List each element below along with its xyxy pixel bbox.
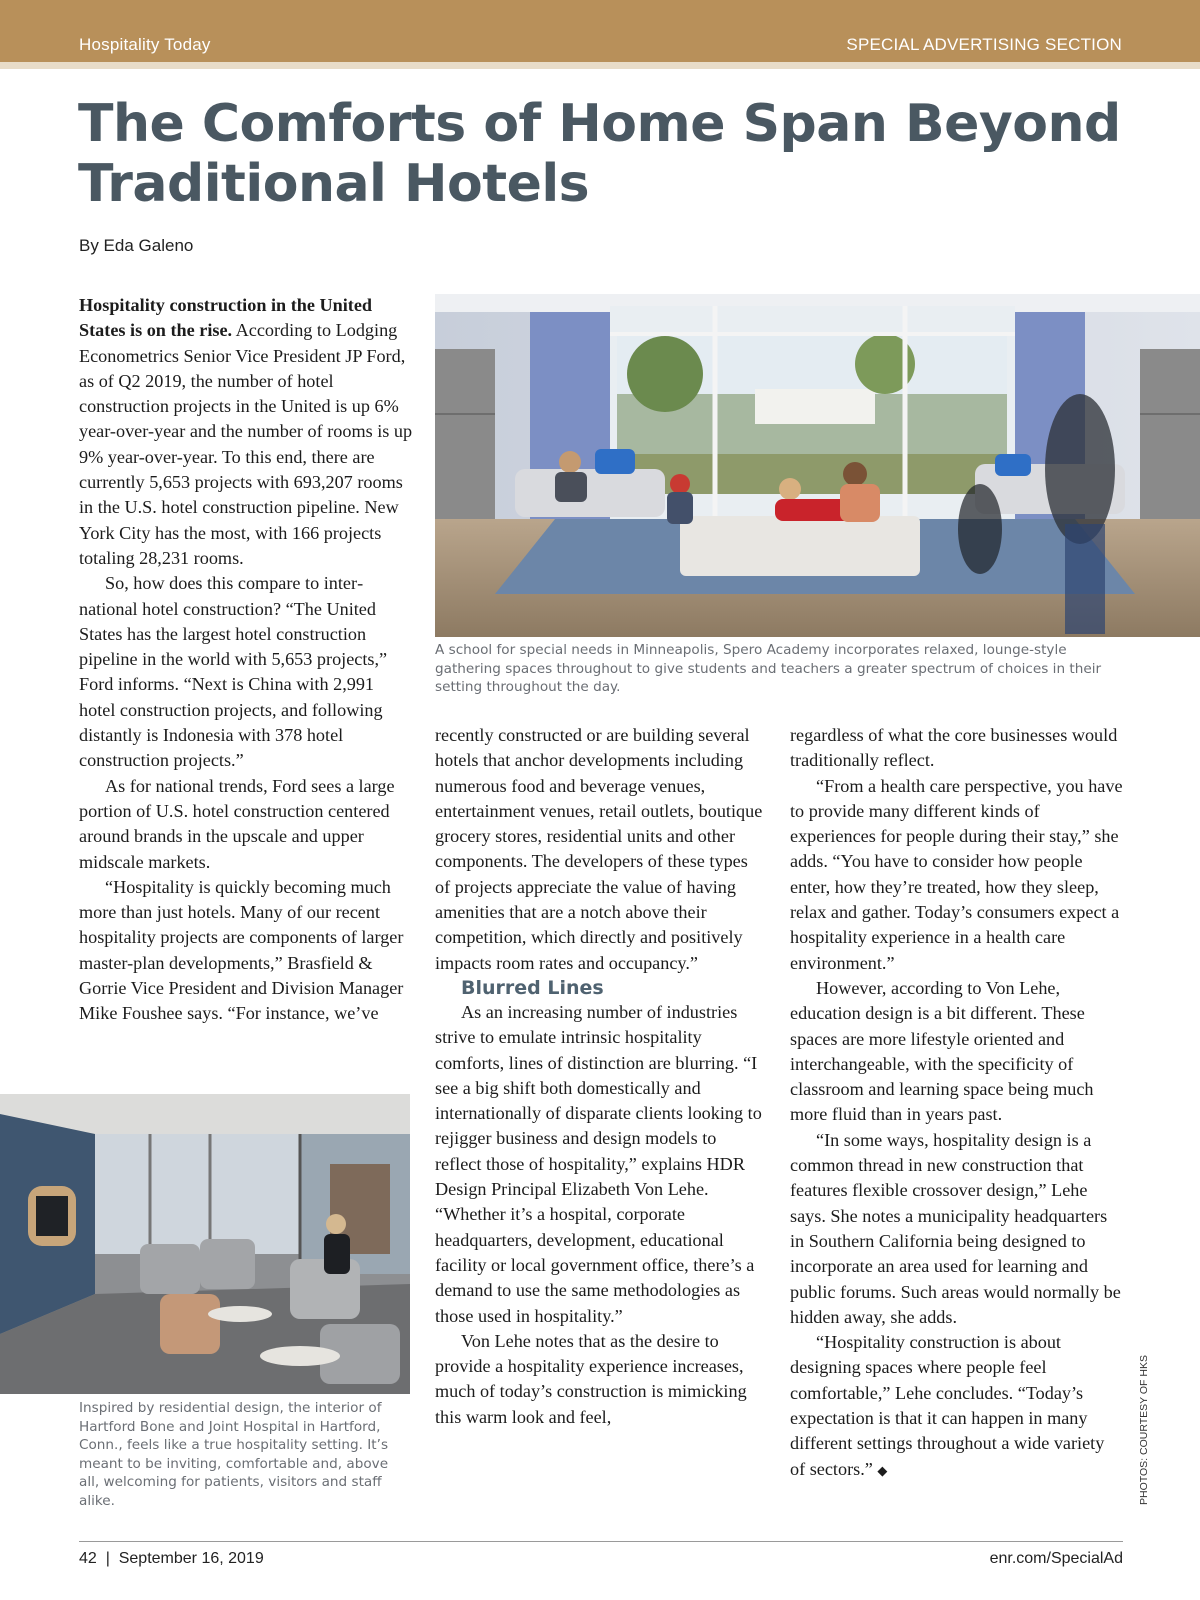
paragraph: As an increasing number of industries strive to emulate intrinsic hospitality comforts, lines of distinction are blurring. “I see a big shift both domestically and internationally of disparate clients looking to rejigger business and design models to reflect those of hospitality,” explains HDR Design Principal Elizabeth Von Lehe. “Whether it’s a hospital, corporate headquarters, development, educational facility or local government office, there’s a demand to use the same methodologies as those used in hospitality.” <box>435 1001 762 1326</box>
lead-paragraph <box>79 293 413 571</box>
column-3 <box>790 723 1124 1483</box>
header-rule <box>0 62 1200 69</box>
footer-rule <box>79 1541 1123 1542</box>
paragraph-continued: recently constructed or are building several hotels that anchor developments including numerous food and beverage venues, entertainment venues, retail outlets, boutique grocery stores, residential units and other components. The developers of these types of projects appreciate the value of having amenities that are a notch above their competition, which directly and positively impacts room rates and occupancy.” <box>435 725 763 973</box>
column-1 <box>79 293 413 1027</box>
paragraph-continued: regardless of what the core businesses would traditionally reflect. <box>790 725 1118 771</box>
paragraph: However, according to Von Lehe, education design is a bit different. These spaces are more lifestyle oriented and interchangeable, with the specificity of classroom and learning space being much more fluid than in years past. <box>790 977 1094 1125</box>
paragraph: As for national trends, Ford sees a large portion of U.S. hotel construction centered around brands in the upscale and upper midscale markets. <box>79 775 395 872</box>
lead-rest: According to Lodging Econometrics Senior Vice President JP Ford, as of Q2 2019, the number of hotel construction projects in the United is up 6% year-over-year and the number of rooms is up 9% year-over-year. To this end, there are currently 5,653 projects with 693,207 rooms in the U.S. hotel construction pipeline. New York City has the most, with 166 projects totaling 28,231 rooms. <box>79 320 413 568</box>
byline: By Eda Galeno <box>79 236 194 255</box>
photo-hospital-lounge <box>0 1094 410 1394</box>
paragraph <box>790 1330 1124 1483</box>
advertising-label: SPECIAL ADVERTISING SECTION <box>846 35 1122 54</box>
column-2 <box>435 723 767 1430</box>
hospital-lounge-illustration <box>0 1094 410 1394</box>
paragraph: Von Lehe notes that as the desire to provide a hospitality experience increases, much of today’s construction is mimicking this warm look and feel, <box>435 1330 747 1427</box>
subheading-blurred-lines: Blurred Lines <box>461 976 604 999</box>
end-mark-icon: ◆ <box>877 1462 888 1478</box>
section-label: Hospitality Today <box>79 35 211 54</box>
school-lounge-illustration <box>435 294 1200 637</box>
title-line-2: Traditional Hotels <box>78 154 590 214</box>
paragraph: “In some ways, hospitality design is a common thread in new construction that features flexible crossover design,” Lehe says. She notes a municipality headquarters in Southern California being designed to incorporate an area used for learning and public forums. Such areas would normally be hidden away, she adds. <box>790 1129 1121 1327</box>
footer-url: enr.com/SpecialAd <box>989 1550 1123 1567</box>
page-number-date: 42 | September 16, 2019 <box>79 1550 264 1567</box>
paragraph: So, how does this compare to international hotel construction? “The United States has the largest hotel construction pipeline in the world with 5,653 projects,” Ford informs. “Next is China with 2,991 hotel construction projects, and following distantly is Indonesia with 378 hotel construction projects.” <box>79 573 388 771</box>
caption-hospital: Inspired by residential design, the interior of Hartford Bone and Joint Hospital in Hartford, Conn., feels like a true hospitality setting. It’s meant to be inviting, comfortable and, above all, welcoming for patients, visitors and staff alike. <box>79 1400 389 1509</box>
paragraph: “From a health care perspective, you have to provide many different kinds of experiences for people during their stay,” she adds. “You have to consider how people enter, how they’re treated, how they sleep, relax and gather. Today’s consumers expect a hospitality experience in a health care environment.” <box>790 775 1123 973</box>
photo-school-lounge <box>435 294 1200 637</box>
paragraph: “Hospitality is quickly becoming much more than just hotels. Many of our recent hospitality projects are components of larger master-plan developments,” Brasfield & Gorrie Vice President and Division Manager Mike Foushee says. “For instance, we’ve <box>79 876 404 1024</box>
article-title <box>78 94 1138 214</box>
photo-credit: PHOTOS: COURTESY OF HKS <box>1138 1355 1150 1505</box>
lead-bold: Hospitality construction in the United States is on the rise. <box>79 295 373 341</box>
caption-school: A school for special needs in Minneapolis, Spero Academy incorporates relaxed, lounge-style gathering spaces throughout to give students and teachers a greater spectrum of choices in their setting throughout the day. <box>435 642 1102 695</box>
closing-quote: “Hospitality construction is about designing spaces where people feel comfortable,” Lehe concludes. “Today’s expectation is that it can happen in many different settings throughout a wide variety of sectors.” <box>790 1332 1105 1479</box>
title-line-1: The Comforts of Home Span Beyond <box>78 94 1121 154</box>
